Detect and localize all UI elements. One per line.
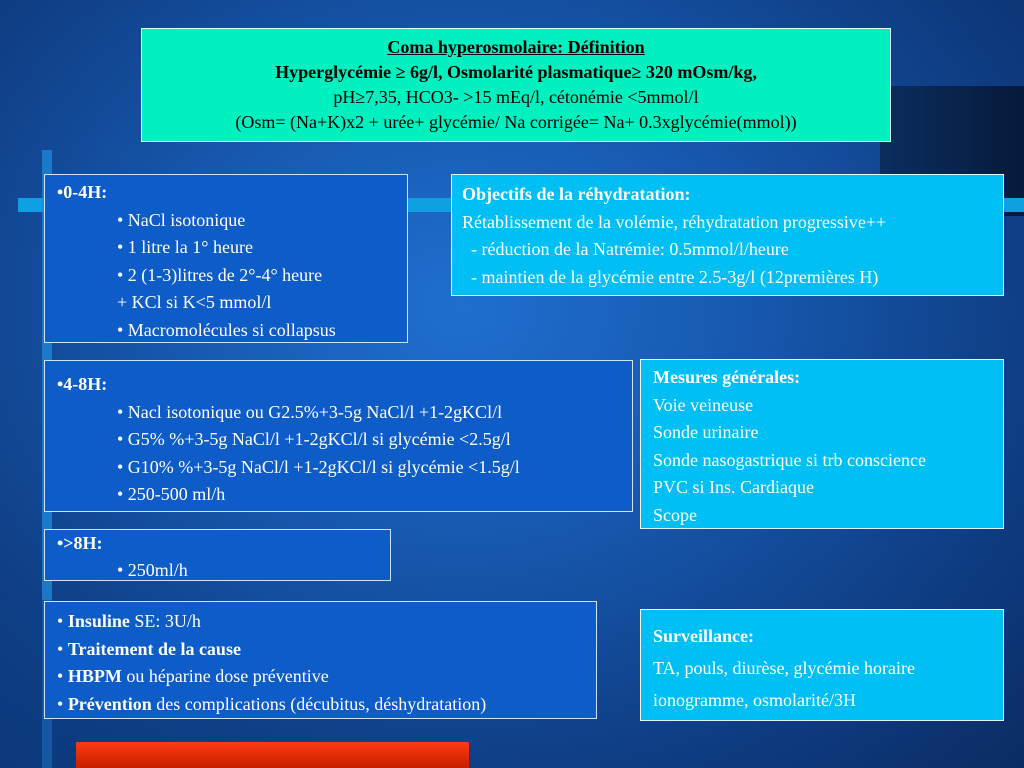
slide-title: Coma hyperosmolaire: Définition <box>387 37 645 57</box>
list-item: • 1 litre la 1° heure <box>117 237 253 257</box>
list-item <box>57 636 596 664</box>
definition-ph-line: pH≥7,35, HCO3- >15 mEq/l, cétonémie <5mmol/l <box>333 87 699 107</box>
list-item: • 250ml/h <box>117 560 188 580</box>
treatment-bold: HBPM <box>67 666 122 686</box>
list-item: Voie veineuse <box>653 394 754 415</box>
list-item: - maintien de la glycémie entre 2.5-3g/l (12premières H) <box>462 266 879 287</box>
phase-4-8h-heading: •4-8H: <box>57 374 108 394</box>
list-item: + KCl si K<5 mmol/l <box>117 292 272 312</box>
phase-4-8h-box <box>44 360 633 512</box>
list-item: Sonde nasogastrique si trb conscience <box>653 449 926 470</box>
list-item: • 250-500 ml/h <box>117 484 226 504</box>
list-item: Sonde urinaire <box>653 422 759 442</box>
list-item: - réduction de la Natrémie: 0.5mmol/l/heure <box>462 239 789 259</box>
phase-0-4h-heading: •0-4H: <box>57 182 108 202</box>
treatment-bold: Traitement de la cause <box>67 638 241 659</box>
list-item: TA, pouls, diurèse, glycémie horaire <box>653 658 915 678</box>
list-item: Scope <box>653 504 697 525</box>
definition-criteria-line: Hyperglycémie ≥ 6g/l, Osmolarité plasmatique≥ 320 mOsm/kg, <box>275 62 757 82</box>
bullet: • <box>57 638 68 659</box>
treatments-box <box>44 601 597 719</box>
objectifs-heading: Objectifs de la réhydratation: <box>462 184 691 204</box>
list-item: • Nacl isotonique ou G2.5%+3-5g NaCl/l +1-2gKCl/l <box>117 401 503 422</box>
list-item: • G10% %+3-5g NaCl/l +1-2gKCl/l si glycémie <1.5g/l <box>117 456 520 477</box>
surveillance-heading: Surveillance: <box>653 626 754 646</box>
phase-8h-heading: •>8H: <box>57 533 103 553</box>
list-item <box>57 691 596 719</box>
objectifs-box <box>451 174 1004 296</box>
list-item: • NaCl isotonique <box>117 209 246 230</box>
mesures-heading: Mesures générales: <box>653 367 801 387</box>
list-item: PVC si Ins. Cardiaque <box>653 477 814 497</box>
list-item: Rétablissement de la volémie, réhydratation progressive++ <box>462 211 887 232</box>
bullet: • <box>57 666 68 686</box>
treatment-bold: Prévention <box>67 693 152 714</box>
phase-0-4h-box <box>44 174 408 343</box>
treatment-detail: SE: 3U/h <box>129 611 201 631</box>
list-item: • G5% %+3-5g NaCl/l +1-2gKCl/l si glycémie <2.5g/l <box>117 429 511 449</box>
list-item <box>57 608 596 636</box>
phase-8h-box <box>44 529 391 581</box>
bullet: • <box>57 693 68 714</box>
red-bar-decoration <box>76 742 469 768</box>
treatment-detail: ou héparine dose préventive <box>121 666 329 686</box>
list-item: ionogramme, osmolarité/3H <box>653 690 856 710</box>
list-item: • Macromolécules si collapsus <box>117 319 336 340</box>
treatment-bold: Insuline <box>67 611 130 631</box>
bullet: • <box>57 611 68 631</box>
mesures-generales-box <box>640 359 1004 529</box>
treatment-detail: des complications (décubitus, déshydratation) <box>151 693 487 714</box>
list-item <box>57 663 596 691</box>
list-item: • 2 (1-3)litres de 2°-4° heure <box>117 264 323 285</box>
definition-title-box <box>141 28 891 142</box>
surveillance-box <box>640 609 1004 721</box>
definition-formula-line: (Osm= (Na+K)x2 + urée+ glycémie/ Na corrigée= Na+ 0.3xglycémie(mmol)) <box>235 112 797 132</box>
